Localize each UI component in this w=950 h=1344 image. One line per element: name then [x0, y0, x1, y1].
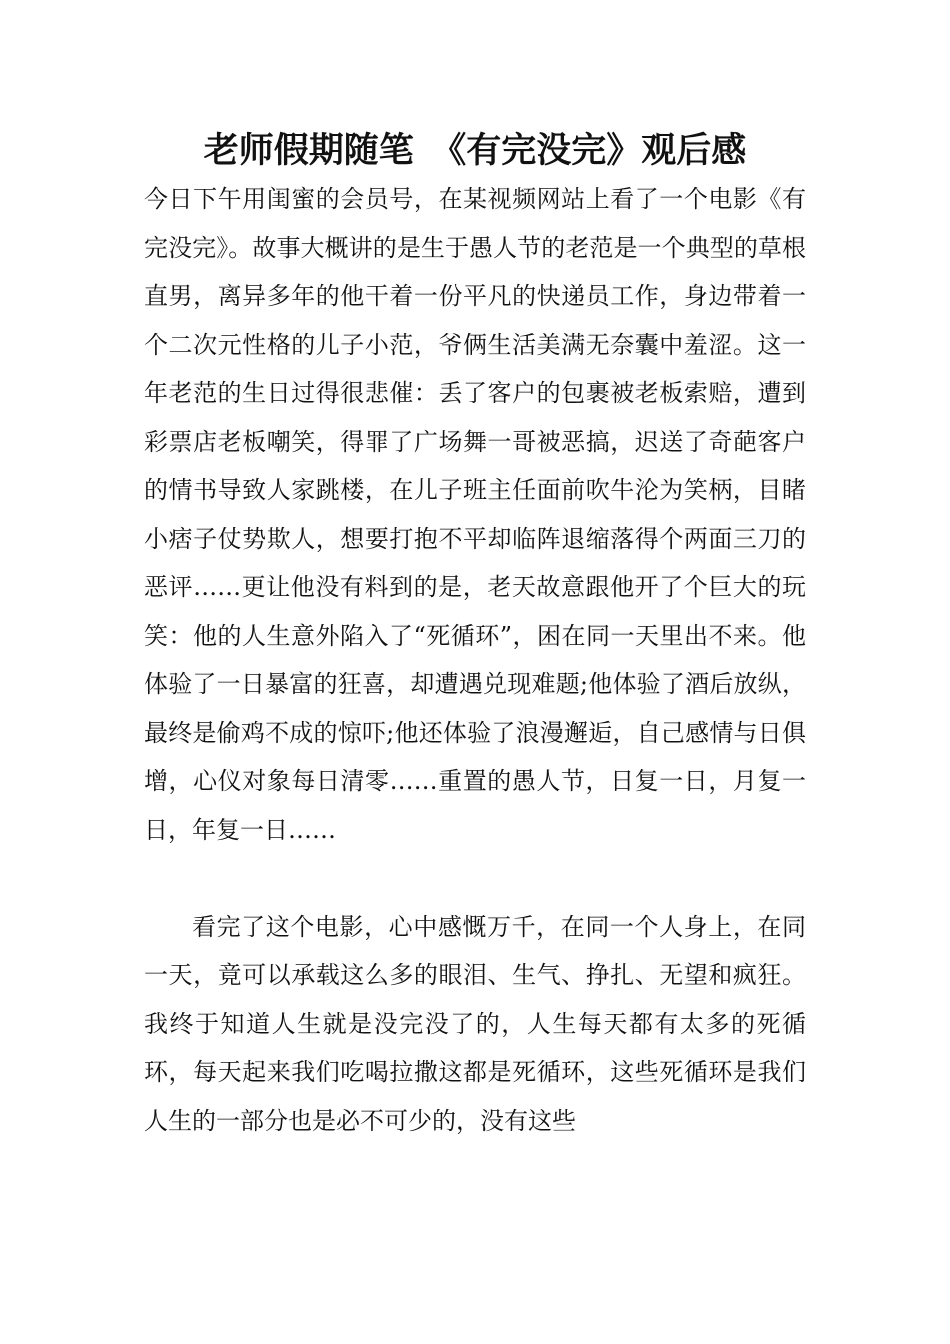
document-body [144, 175, 806, 1145]
paragraph-reflection: 看完了这个电影，心中感慨万千，在同一个人身上，在同一天，竟可以承载这么多的眼泪、生气、挣扎、无望和疯狂。我终于知道人生就是没完没了的，人生每天都有太多的死循环，每天起来我们吃喝拉撒这都是死循环，这些死循环是我们人生的一部分也是必不可少的，没有这些 [144, 912, 806, 1135]
document-title: 老师假期随笔 《有完没完》观后感 [203, 131, 747, 171]
paragraph-spacer [144, 854, 806, 903]
paragraph-synopsis: 今日下午用闺蜜的会员号，在某视频网站上看了一个电影《有完没完》。故事大概讲的是生于愚人节的老范是一个典型的草根直男，离异多年的他干着一份平凡的快递员工作，身边带着一个二次元性格的儿子小范，爷俩生活美满无奈囊中羞涩。这一年老范的生日过得很悲催：丢了客户的包裹被老板索赔，遭到彩票店老板嘲笑，得罪了广场舞一哥被恶搞，迟送了奇葩客户的情书导致人家跳楼，在儿子班主任面前吹牛沦为笑柄，目睹小痞子仗势欺人，想要打抱不平却临阵退缩落得个两面三刀的恶评……更让他没有料到的是，老天故意跟他开了个巨大的玩笑：他的人生意外陷入了“死循环”，困在同一天里出不来。他体验了一日暴富的狂喜，却遭遇兑现难题;他体验了酒后放纵，最终是偷鸡不成的惊吓;他还体验了浪漫邂逅，自己感情与日俱增，心仪对象每日清零……重置的愚人节，日复一日，月复一日，年复一日…… [144, 185, 806, 844]
